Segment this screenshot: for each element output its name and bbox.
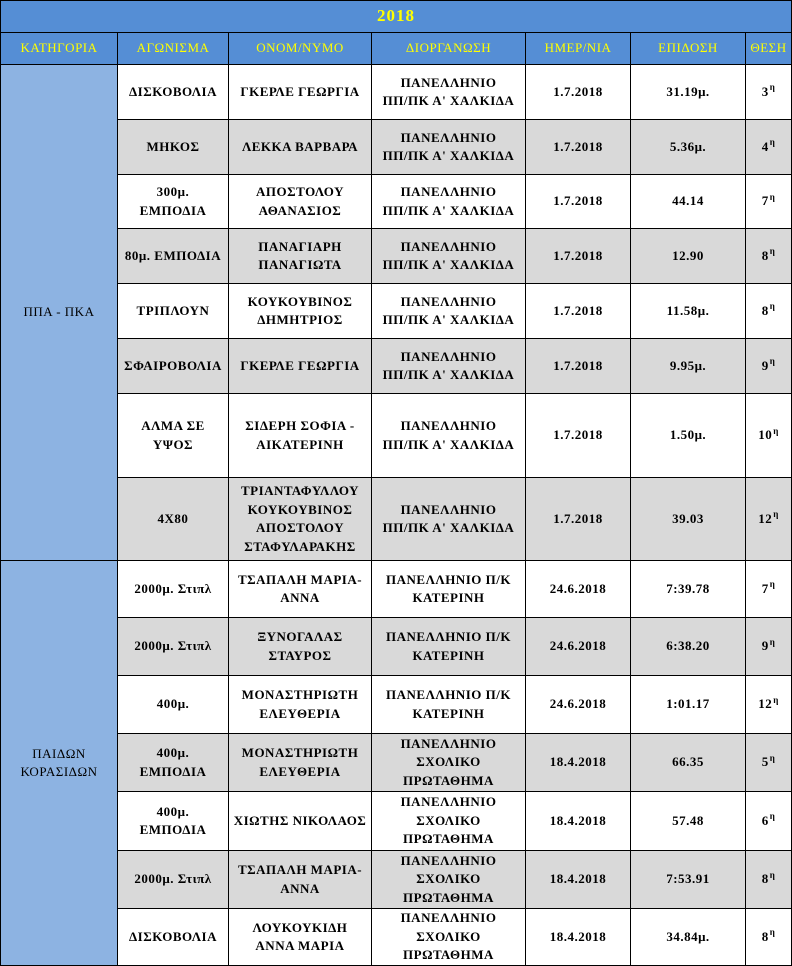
event-cell: 2000μ. Στιπλ <box>118 851 228 908</box>
performance-cell: 9.95μ. <box>631 339 745 393</box>
athlete-name-cell: ΧΙΩΤΗΣ ΝΙΚΟΛΑΟΣ <box>229 792 371 850</box>
event-cell: ΣΦΑΙΡΟΒΟΛΙΑ <box>118 339 228 393</box>
event-cell: ΤΡΙΠΛΟΥΝ <box>118 284 228 338</box>
header-performance: ΕΠΙΔΟΣΗ <box>631 33 745 64</box>
place-cell <box>746 65 791 119</box>
place-cell <box>746 909 791 965</box>
place-cell <box>746 339 791 393</box>
date-cell: 1.7.2018 <box>526 120 630 174</box>
event-cell: ΔΙΣΚΟΒΟΛΙΑ <box>118 65 228 119</box>
place-number: 8 <box>761 302 769 318</box>
performance-cell: 1:01.17 <box>631 676 745 733</box>
place-cell <box>746 676 791 733</box>
organizer-cell: ΠΑΝΕΛΛΗΝΙΟ ΠΠ/ΠΚ Α' ΧΑΛΚΙΔΑ <box>372 175 525 228</box>
organizer-cell: ΠΑΝΕΛΛΗΝΙΟ ΠΠ/ΠΚ Α' ΧΑΛΚΙΔΑ <box>372 284 525 338</box>
place-cell <box>746 478 791 560</box>
athlete-name-cell: ΠΑΝΑΓΙΑΡΗ ΠΑΝΑΓΙΩΤΑ <box>229 229 371 283</box>
organizer-cell: ΠΑΝΕΛΛΗΝΙΟ ΠΠ/ΠΚ Α' ΧΑΛΚΙΔΑ <box>372 339 525 393</box>
place-number: 3 <box>761 83 769 99</box>
organizer-cell: ΠΑΝΕΛΛΗΝΙΟ ΠΠ/ΠΚ Α' ΧΑΛΚΙΔΑ <box>372 229 525 283</box>
date-cell: 1.7.2018 <box>526 284 630 338</box>
place-ordinal-suffix: η <box>773 425 779 436</box>
place-number: 5 <box>761 754 769 770</box>
date-cell: 18.4.2018 <box>526 851 630 908</box>
place-cell <box>746 561 791 617</box>
place-number: 12 <box>758 510 773 526</box>
performance-cell: 44.14 <box>631 175 745 228</box>
date-cell: 24.6.2018 <box>526 618 630 675</box>
place-ordinal-suffix: η <box>769 301 776 312</box>
performance-cell: 7:53.91 <box>631 851 745 908</box>
header-organizer: ΔΙΟΡΓΑΝΩΣΗ <box>372 33 525 64</box>
place-number: 10 <box>758 427 773 443</box>
event-cell: 400μ. <box>118 676 228 733</box>
event-cell: 80μ. ΕΜΠΟΔΙΑ <box>118 229 228 283</box>
place-cell <box>746 618 791 675</box>
athlete-name-cell: ΤΣΑΠΑΛΗ ΜΑΡΙΑ- ΑΝΝΑ <box>229 851 371 908</box>
organizer-cell: ΠΑΝΕΛΛΗΝΙΟ ΣΧΟΛΙΚΟ ΠΡΩΤΑΘΗΜΑ <box>372 792 525 850</box>
place-ordinal-suffix: η <box>769 811 776 822</box>
date-cell: 1.7.2018 <box>526 339 630 393</box>
place-number: 9 <box>761 638 769 654</box>
athlete-name-cell: ΞΥΝΟΓΑΛΑΣ ΣΤΑΥΡΟΣ <box>229 618 371 675</box>
place-ordinal-suffix: η <box>769 246 776 257</box>
place-cell <box>746 284 791 338</box>
date-cell: 1.7.2018 <box>526 229 630 283</box>
athlete-name-cell: ΜΟΝΑΣΤΗΡΙΩΤΗ ΕΛΕΥΘΕΡΙΑ <box>229 676 371 733</box>
event-cell: 300μ. ΕΜΠΟΔΙΑ <box>118 175 228 228</box>
header-place: ΘΕΣΗ <box>746 33 791 64</box>
organizer-cell: ΠΑΝΕΛΛΗΝΙΟ ΠΠ/ΠΚ Α' ΧΑΛΚΙΔΑ <box>372 120 525 174</box>
place-ordinal-suffix: η <box>769 869 776 880</box>
date-cell: 1.7.2018 <box>526 478 630 560</box>
performance-cell: 39.03 <box>631 478 745 560</box>
header-category: ΚΑΤΗΓΟΡΙΑ <box>1 33 117 64</box>
place-number: 8 <box>761 247 769 263</box>
place-ordinal-suffix: η <box>769 636 776 647</box>
event-cell: 2000μ. Στιπλ <box>118 561 228 617</box>
athlete-name-cell: ΓΚΕΡΛΕ ΓΕΩΡΓΙΑ <box>229 339 371 393</box>
place-cell <box>746 229 791 283</box>
event-cell: 4Χ80 <box>118 478 228 560</box>
performance-cell: 11.58μ. <box>631 284 745 338</box>
event-cell: ΑΛΜΑ ΣΕ ΥΨΟΣ <box>118 394 228 477</box>
header-date: ΗΜΕΡ/ΝΙΑ <box>526 33 630 64</box>
place-ordinal-suffix: η <box>769 579 776 590</box>
event-cell: ΔΙΣΚΟΒΟΛΙΑ <box>118 909 228 965</box>
place-ordinal-suffix: η <box>769 137 776 148</box>
header-event: ΑΓΩΝΙΣΜΑ <box>118 33 228 64</box>
performance-cell: 7:39.78 <box>631 561 745 617</box>
athlete-name-cell: ΤΣΑΠΑΛΗ ΜΑΡΙΑ- ΑΝΝΑ <box>229 561 371 617</box>
place-cell <box>746 851 791 908</box>
place-cell <box>746 734 791 791</box>
performance-cell: 66.35 <box>631 734 745 791</box>
athlete-name-cell: ΑΠΟΣΤΟΛΟΥ ΑΘΑΝΑΣΙΟΣ <box>229 175 371 228</box>
category-cell: ΠΑΙΔΩΝ ΚΟΡΑΣΙΔΩΝ <box>1 561 117 965</box>
place-ordinal-suffix: η <box>769 191 776 202</box>
date-cell: 18.4.2018 <box>526 792 630 850</box>
place-number: 8 <box>761 928 769 944</box>
organizer-cell: ΠΑΝΕΛΛΗΝΙΟ Π/Κ ΚΑΤΕΡΙΝΗ <box>372 676 525 733</box>
performance-cell: 6:38.20 <box>631 618 745 675</box>
organizer-cell: ΠΑΝΕΛΛΗΝΙΟ ΣΧΟΛΙΚΟ ΠΡΩΤΑΘΗΜΑ <box>372 734 525 791</box>
organizer-cell: ΠΑΝΕΛΛΗΝΙΟ ΣΧΟΛΙΚΟ ΠΡΩΤΑΘΗΜΑ <box>372 909 525 965</box>
place-ordinal-suffix: η <box>769 82 776 93</box>
athlete-name-cell: ΛΟΥΚΟΥΚΙΔΗ ΑΝΝΑ ΜΑΡΙΑ <box>229 909 371 965</box>
place-number: 12 <box>758 696 773 712</box>
performance-cell: 1.50μ. <box>631 394 745 477</box>
place-number: 8 <box>761 871 769 887</box>
date-cell: 1.7.2018 <box>526 175 630 228</box>
event-cell: ΜΗΚΟΣ <box>118 120 228 174</box>
place-cell <box>746 394 791 477</box>
organizer-cell: ΠΑΝΕΛΛΗΝΙΟ ΠΠ/ΠΚ Α' ΧΑΛΚΙΔΑ <box>372 65 525 119</box>
athlete-name-cell: ΓΚΕΡΛΕ ΓΕΩΡΓΙΑ <box>229 65 371 119</box>
date-cell: 24.6.2018 <box>526 676 630 733</box>
performance-cell: 5.36μ. <box>631 120 745 174</box>
place-ordinal-suffix: η <box>773 509 779 520</box>
athlete-name-cell: ΤΡΙΑΝΤΑΦΥΛΛΟΥ ΚΟΥΚΟΥΒΙΝΟΣ ΑΠΟΣΤΟΛΟΥ ΣΤΑΦΥΛΑΡΑΚΗΣ <box>229 478 371 560</box>
date-cell: 18.4.2018 <box>526 909 630 965</box>
place-cell <box>746 792 791 850</box>
place-number: 7 <box>761 580 769 596</box>
table-title-year: 2018 <box>1 1 791 32</box>
organizer-cell: ΠΑΝΕΛΛΗΝΙΟ ΠΠ/ΠΚ Α' ΧΑΛΚΙΔΑ <box>372 478 525 560</box>
place-number: 6 <box>761 812 769 828</box>
place-cell <box>746 120 791 174</box>
performance-cell: 57.48 <box>631 792 745 850</box>
athlete-name-cell: ΣΙΔΕΡΗ ΣΟΦΙΑ - ΑΙΚΑΤΕΡΙΝΗ <box>229 394 371 477</box>
place-number: 7 <box>761 193 769 209</box>
place-number: 9 <box>761 357 769 373</box>
event-cell: 400μ. ΕΜΠΟΔΙΑ <box>118 792 228 850</box>
date-cell: 24.6.2018 <box>526 561 630 617</box>
athlete-name-cell: ΚΟΥΚΟΥΒΙΝΟΣ ΔΗΜΗΤΡΙΟΣ <box>229 284 371 338</box>
event-cell: 2000μ. Στιπλ <box>118 618 228 675</box>
date-cell: 1.7.2018 <box>526 394 630 477</box>
place-cell <box>746 175 791 228</box>
place-ordinal-suffix: η <box>769 927 776 938</box>
athlete-name-cell: ΜΟΝΑΣΤΗΡΙΩΤΗ ΕΛΕΥΘΕΡΙΑ <box>229 734 371 791</box>
organizer-cell: ΠΑΝΕΛΛΗΝΙΟ ΣΧΟΛΙΚΟ ΠΡΩΤΑΘΗΜΑ <box>372 851 525 908</box>
category-cell: ΠΠΑ - ΠΚΑ <box>1 65 117 560</box>
place-ordinal-suffix: η <box>773 694 779 705</box>
place-ordinal-suffix: η <box>769 752 776 763</box>
performance-cell: 31.19μ. <box>631 65 745 119</box>
organizer-cell: ΠΑΝΕΛΛΗΝΙΟ Π/Κ ΚΑΤΕΡΙΝΗ <box>372 618 525 675</box>
header-name: ΟΝΟΜ/ΝΥΜΟ <box>229 33 371 64</box>
event-cell: 400μ. ΕΜΠΟΔΙΑ <box>118 734 228 791</box>
organizer-cell: ΠΑΝΕΛΛΗΝΙΟ Π/Κ ΚΑΤΕΡΙΝΗ <box>372 561 525 617</box>
place-ordinal-suffix: η <box>769 356 776 367</box>
date-cell: 1.7.2018 <box>526 65 630 119</box>
athlete-name-cell: ΛΕΚΚΑ ΒΑΡΒΑΡΑ <box>229 120 371 174</box>
performance-cell: 34.84μ. <box>631 909 745 965</box>
performance-cell: 12.90 <box>631 229 745 283</box>
place-number: 4 <box>761 138 769 154</box>
date-cell: 18.4.2018 <box>526 734 630 791</box>
organizer-cell: ΠΑΝΕΛΛΗΝΙΟ ΠΠ/ΠΚ Α' ΧΑΛΚΙΔΑ <box>372 394 525 477</box>
